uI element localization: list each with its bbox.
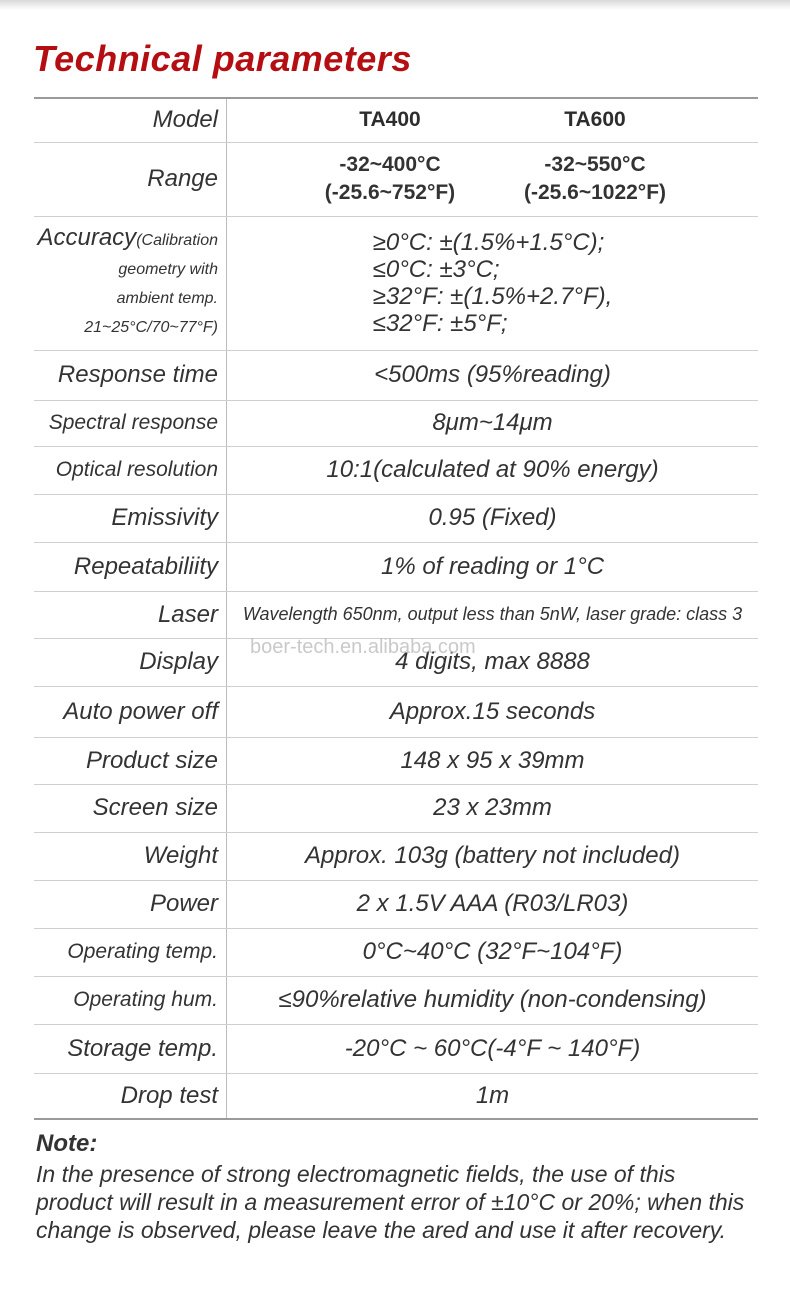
row-label: Repeatabiliity (34, 542, 227, 591)
row-value: 4 digits, max 8888 (227, 638, 759, 686)
range-ta600: -32~550°C (-25.6~1022°F) (523, 153, 667, 204)
range-ta400: -32~400°C (-25.6~752°F) (324, 153, 456, 204)
row-value: 0.95 (Fixed) (227, 494, 759, 542)
row-value: 8μm~14μm (227, 400, 759, 446)
accuracy-values: ≥0°C: ±(1.5%+1.5°C); ≤0°C: ±3°C; ≥32°F: ±(1.5%+2.7°F), ≤32°F: ±5°F; (372, 228, 613, 337)
row-label: Screen size (34, 784, 227, 832)
row-label: Weight (34, 832, 227, 880)
row-label: Display (34, 638, 227, 686)
table-row (34, 880, 758, 928)
watermark: boer-tech.en.alibaba.com (250, 636, 476, 658)
table-row (34, 832, 758, 880)
table-row (34, 494, 758, 542)
row-value: -20°C ~ 60°C(-4°F ~ 140°F) (227, 1024, 759, 1073)
note-section (36, 1130, 756, 1244)
row-value (227, 216, 759, 350)
row-label: Product size (34, 737, 227, 784)
row-value: Wavelength 650nm, output less than 5nW, laser grade: class 3 (227, 591, 759, 638)
row-label: Response time (34, 350, 227, 400)
row-label: Optical resolution (34, 446, 227, 494)
table-row (34, 350, 758, 400)
row-value: 2 x 1.5V AAA (R03/LR03) (227, 880, 759, 928)
note-title: Note: (36, 1130, 98, 1157)
model-ta400: TA400 (359, 108, 421, 132)
row-value: <500ms (95%reading) (227, 350, 759, 400)
row-label: Emissivity (34, 494, 227, 542)
row-value (227, 142, 759, 216)
note-text: In the presence of strong electromagnetic fields, the use of this product will result in a measurement error of ±10°C or 20%; when this change is observed, please leave the ared and use it after recovery. (36, 1161, 745, 1243)
row-label: Operating temp. (34, 928, 227, 976)
table-row (34, 1024, 758, 1073)
row-value: ≤90%relative humidity (non-condensing) (227, 976, 759, 1024)
row-value: 23 x 23mm (227, 784, 759, 832)
table-row (34, 784, 758, 832)
table-row-accuracy (34, 216, 758, 350)
top-shadow (0, 0, 790, 10)
row-value (227, 98, 759, 142)
row-label: Power (34, 880, 227, 928)
table-row (34, 400, 758, 446)
row-label: Storage temp. (34, 1024, 227, 1073)
row-label: Range (34, 142, 227, 216)
table-row (34, 591, 758, 638)
table-row (34, 686, 758, 737)
model-ta600: TA600 (564, 108, 626, 132)
row-value: 1m (475, 1081, 510, 1109)
table-row (34, 976, 758, 1024)
row-label: Laser (34, 591, 227, 638)
row-value: Approx. 103g (battery not included) (227, 832, 759, 880)
table-row-range (34, 142, 758, 216)
page-title: Technical parameters (33, 38, 412, 79)
row-label: Operating hum. (34, 976, 227, 1024)
row-value: Approx.15 seconds (227, 686, 759, 737)
row-value: 1% of reading or 1°C (227, 542, 759, 591)
table-row-model (34, 98, 758, 142)
row-label: Model (34, 98, 227, 142)
row-label: Spectral response (34, 400, 227, 446)
table-row (34, 542, 758, 591)
row-value: 0°C~40°C (32°F~104°F) (227, 928, 759, 976)
row-value: 148 x 95 x 39mm (227, 737, 759, 784)
row-label: Auto power off (34, 686, 227, 737)
table-row (34, 1073, 758, 1119)
spec-table (34, 97, 758, 1120)
row-value: 10:1(calculated at 90% energy) (227, 446, 759, 494)
table-row (34, 928, 758, 976)
table-row (34, 446, 758, 494)
row-label: Accuracy(Calibration geometry with ambient temp. 21~25°C/70~77°F) (34, 216, 227, 350)
table-row (34, 737, 758, 784)
row-label: Drop test (34, 1073, 227, 1119)
